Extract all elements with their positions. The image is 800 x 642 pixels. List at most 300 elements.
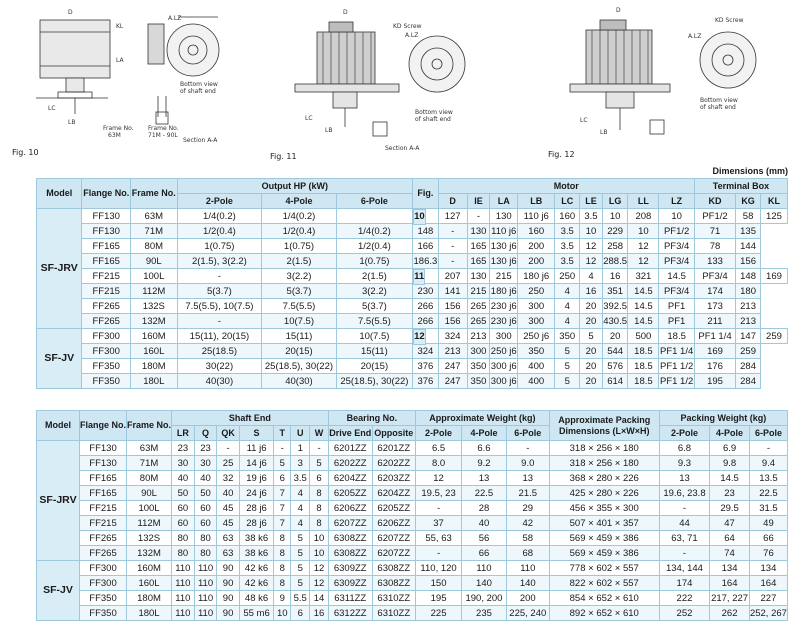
- motor-dim: 200: [518, 254, 555, 269]
- shaft-dim: 28 j6: [239, 501, 274, 516]
- output-2pole: 30(22): [177, 359, 262, 374]
- frame-no: 80M: [131, 239, 178, 254]
- packing-weight: 9.8: [710, 456, 750, 471]
- approx-weight: 6.5: [415, 441, 461, 456]
- shaft-dim: 5: [291, 576, 310, 591]
- approx-weight: 190, 200: [462, 591, 507, 606]
- motor-dim: 5: [555, 359, 580, 374]
- table-row: [37, 329, 788, 344]
- bearing-no: 6312ZZ: [328, 606, 372, 621]
- shaft-dim: 38 k6: [239, 546, 274, 561]
- t2-col-shaft: S: [239, 426, 274, 441]
- packing-weight: 23: [710, 486, 750, 501]
- approx-weight: 21.5: [506, 486, 549, 501]
- svg-text:LC: LC: [48, 105, 56, 112]
- packing-weight: 217, 227: [711, 592, 749, 604]
- output-4pole: 15(11): [262, 329, 336, 344]
- table-row: [37, 486, 788, 501]
- shaft-dim: 16: [310, 606, 329, 621]
- motor-dim: 213: [438, 344, 467, 359]
- motor-dim: 400: [518, 374, 555, 389]
- fig10-dim-d: D: [68, 9, 73, 16]
- bearing-no: 6207ZZ: [372, 531, 415, 546]
- approx-weight: 13: [506, 471, 549, 486]
- table-row: [37, 546, 788, 561]
- t1-col-le: LE: [580, 194, 603, 209]
- approx-weight: 42: [506, 516, 549, 531]
- motor-dim: 18.5: [628, 359, 659, 374]
- motor-dim: -: [438, 254, 467, 269]
- t2-col-shaft: Q: [194, 426, 217, 441]
- approx-weight: 225, 240: [506, 606, 549, 621]
- shaft-dim: 14 j6: [239, 456, 274, 471]
- shaft-dim: 8: [274, 576, 291, 591]
- bearing-no: 6204ZZ: [328, 471, 372, 486]
- packing-dimensions: 822 × 602 × 557: [549, 576, 659, 591]
- svg-text:LB: LB: [68, 119, 76, 126]
- bearing-no: 6205ZZ: [372, 501, 415, 516]
- motor-dim: 18.5: [628, 374, 659, 389]
- flange-no: FF130: [82, 209, 131, 224]
- frame-no: 100L: [127, 501, 172, 516]
- motor-dim: 130 j6: [490, 240, 517, 252]
- motor-dim: 12: [580, 254, 603, 269]
- frame-no: 90L: [131, 254, 178, 269]
- shaft-dim: 60: [194, 516, 217, 531]
- t1-col-lz: LZ: [659, 194, 694, 209]
- t2-header-model: Model: [37, 411, 80, 441]
- motor-dim: 14.5: [628, 284, 659, 299]
- packing-weight: 227: [749, 591, 787, 606]
- approx-weight: 140: [506, 576, 549, 591]
- frame-no: 132M: [131, 314, 178, 329]
- output-6pole: 10(7.5): [336, 329, 412, 344]
- terminal-dim: 213: [736, 299, 761, 314]
- approx-weight: 8.0: [415, 456, 461, 471]
- packing-weight: -: [659, 501, 710, 516]
- flange-no: FF215: [80, 501, 127, 516]
- svg-text:A.LZ: A.LZ: [405, 32, 419, 39]
- svg-text:of shaft end: of shaft end: [700, 104, 736, 111]
- shaft-dim: 45: [217, 516, 239, 531]
- motor-dim: 20: [602, 329, 628, 344]
- flange-no: FF165: [80, 471, 127, 486]
- motor-dim: 148: [413, 224, 439, 239]
- shaft-dim: 110: [194, 576, 217, 591]
- flange-no: FF265: [82, 314, 131, 329]
- output-4pole: 1/2(0.4): [262, 224, 336, 239]
- motor-dim: 18.5: [628, 344, 659, 359]
- bearing-no: 6207ZZ: [372, 546, 415, 561]
- t1-header-frame: Frame No.: [131, 179, 178, 209]
- table-row: [37, 254, 788, 269]
- packing-weight: 6.8: [659, 441, 710, 456]
- svg-text:of shaft end: of shaft end: [415, 116, 451, 123]
- svg-text:A.LZ: A.LZ: [688, 33, 702, 40]
- approx-weight: 40: [462, 516, 507, 531]
- bearing-no: 6201ZZ: [372, 441, 415, 456]
- output-2pole: -: [177, 269, 262, 284]
- shaft-dim: 8: [274, 546, 291, 561]
- output-4pole: 3(2.2): [262, 269, 336, 284]
- terminal-dim: 211: [694, 314, 735, 329]
- t1-header-motor: Motor: [438, 179, 694, 194]
- shaft-dim: 4: [291, 516, 310, 531]
- motor-dim: 16: [580, 284, 603, 299]
- terminal-dim: PF3/4: [694, 269, 735, 284]
- output-6pole: 3(2.2): [336, 284, 412, 299]
- motor-dim: -: [438, 239, 467, 254]
- output-2pole: 1/2(0.4): [177, 224, 262, 239]
- t1-col-kg: KG: [736, 194, 761, 209]
- model-name: SF-JRV: [37, 209, 82, 329]
- output-4pole: 40(30): [262, 374, 336, 389]
- bearing-no: 6206ZZ: [372, 516, 415, 531]
- shaft-dim: 110: [172, 591, 195, 606]
- t1-header-flange: Flange No.: [82, 179, 131, 209]
- shaft-dim: 110: [194, 561, 217, 576]
- packing-weight: 252: [659, 606, 710, 621]
- bearing-no: 6308ZZ: [328, 546, 372, 561]
- model-name: SF-JV: [37, 329, 82, 389]
- approx-weight: 66: [462, 546, 507, 561]
- t2-header-shaft: Shaft End: [172, 411, 329, 426]
- output-2pole: -: [177, 314, 262, 329]
- shaft-dim: 10: [274, 606, 291, 621]
- packing-dimensions: 892 × 652 × 610: [549, 606, 659, 621]
- flange-no: FF350: [80, 591, 127, 606]
- shaft-dim: 42 k6: [239, 576, 274, 591]
- flange-no: FF300: [80, 561, 127, 576]
- approx-weight: 22.5: [462, 486, 507, 501]
- output-2pole: 1/4(0.2): [177, 209, 262, 224]
- approx-weight: -: [415, 501, 461, 516]
- shaft-dim: 80: [194, 546, 217, 561]
- t2-header-packdim: Approximate Packing Dimensions (L×W×H): [549, 411, 659, 441]
- svg-text:Frame No.: Frame No.: [148, 125, 179, 132]
- table-row: [37, 344, 788, 359]
- svg-text:Bottom view: Bottom view: [700, 97, 738, 104]
- flange-no: FF215: [82, 284, 131, 299]
- packing-dimensions: 854 × 652 × 610: [549, 591, 659, 606]
- terminal-dim: 213: [736, 314, 761, 329]
- t1-col-la: LA: [490, 194, 518, 209]
- motor-dim: 350: [555, 329, 580, 344]
- shaft-dim: 5: [291, 546, 310, 561]
- output-2pole: 40(30): [177, 374, 262, 389]
- t2-header-packwt: Packing Weight (kg): [659, 411, 787, 426]
- motor-dim: 180 j6: [518, 269, 555, 284]
- motor-dim: 350: [518, 344, 555, 359]
- motor-dim: 3.5: [555, 254, 580, 269]
- packing-dimensions: 778 × 602 × 557: [549, 561, 659, 576]
- table-row: [37, 441, 788, 456]
- t1-header-terminal: Terminal Box: [694, 179, 787, 194]
- table-row: [37, 471, 788, 486]
- shaft-dim: 10: [310, 546, 329, 561]
- terminal-dim: 176: [694, 359, 735, 374]
- motor-dim: 156: [438, 299, 467, 314]
- flange-no: FF265: [82, 299, 131, 314]
- shaft-dim: 23: [172, 441, 195, 456]
- shaft-dim: 45: [217, 501, 239, 516]
- motor-dim: 376: [413, 359, 439, 374]
- packing-weight: 6.9: [710, 441, 750, 456]
- flange-no: FF300: [82, 344, 131, 359]
- t2-col-bearing: Drive End: [328, 426, 372, 441]
- motor-dim: 200: [518, 239, 555, 254]
- packing-weight: 64: [710, 531, 750, 546]
- shaft-dim: 4: [291, 501, 310, 516]
- motor-dim: 4: [555, 299, 580, 314]
- flange-no: FF165: [82, 239, 131, 254]
- motor-dim: 258: [602, 239, 628, 254]
- packing-weight: -: [749, 441, 787, 456]
- shaft-dim: 90: [217, 591, 239, 606]
- table-row: [37, 284, 788, 299]
- packing-weight: 76: [749, 546, 787, 561]
- bearing-no: 6202ZZ: [328, 456, 372, 471]
- table-row: [37, 501, 788, 516]
- svg-text:LB: LB: [600, 129, 608, 136]
- terminal-dim: 180: [736, 284, 761, 299]
- shaft-dim: 3.5: [291, 471, 310, 486]
- fig-no: 12: [413, 329, 426, 345]
- bearing-no: 6308ZZ: [328, 531, 372, 546]
- table-row: [37, 516, 788, 531]
- bearing-no: 6204ZZ: [372, 486, 415, 501]
- t2-col-weight-pole: 2-Pole: [415, 426, 461, 441]
- frame-no: 71M: [127, 456, 172, 471]
- frame-no: 132M: [127, 546, 172, 561]
- output-4pole: 20(15): [262, 344, 336, 359]
- table-row: [37, 374, 788, 389]
- approx-weight: 19.5, 23: [415, 486, 461, 501]
- motor-dim: 500: [628, 329, 659, 344]
- packing-dimensions: 507 × 401 × 357: [549, 516, 659, 531]
- shaft-dim: 5: [274, 456, 291, 471]
- motor-dim: 288.5: [603, 255, 628, 267]
- packing-weight: 31.5: [749, 501, 787, 516]
- motor-dim: 266: [413, 314, 439, 329]
- approx-weight: 37: [415, 516, 461, 531]
- shaft-dim: 50: [194, 486, 217, 501]
- terminal-dim: 144: [736, 239, 761, 254]
- flange-no: FF350: [80, 606, 127, 621]
- output-6pole: 1(0.75): [336, 254, 412, 269]
- fig-10-drawing: [8, 2, 248, 152]
- frame-no: 63M: [127, 441, 172, 456]
- flange-no: FF300: [80, 576, 127, 591]
- shaft-dim: 9: [274, 591, 291, 606]
- motor-dim: 5: [555, 374, 580, 389]
- shaft-dim: 24 j6: [239, 486, 274, 501]
- output-4pole: 2(1.5): [262, 254, 336, 269]
- terminal-dim: PF1 1/2: [659, 375, 694, 387]
- motor-dim: 321: [628, 269, 659, 284]
- shaft-dim: 40: [217, 486, 239, 501]
- flange-no: FF350: [82, 374, 131, 389]
- frame-no: 80M: [127, 471, 172, 486]
- t2-col-weight-pole: 6-Pole: [506, 426, 549, 441]
- t1-header-2pole: 2-Pole: [177, 194, 262, 209]
- packing-weight: 74: [710, 546, 750, 561]
- shaft-dim: 25: [217, 456, 239, 471]
- output-4pole: 1/4(0.2): [262, 209, 336, 224]
- svg-text:LA: LA: [116, 57, 124, 64]
- motor-dim: 208: [628, 209, 659, 224]
- motor-dim: 351: [602, 284, 628, 299]
- terminal-dim: 169: [760, 269, 787, 284]
- motor-dim: 350: [467, 359, 490, 374]
- t2-col-bearing: Opposite: [372, 426, 415, 441]
- shaft-dim: 28 j6: [239, 516, 274, 531]
- output-2pole: 7.5(5.5), 10(7.5): [177, 299, 262, 314]
- table-row: [37, 314, 788, 329]
- packing-weight: 66: [749, 531, 787, 546]
- terminal-dim: 174: [694, 284, 735, 299]
- table-row: [37, 576, 788, 591]
- shaft-dim: 6: [310, 471, 329, 486]
- motor-dim: 430.5: [603, 315, 628, 327]
- motor-dim: 247: [438, 374, 467, 389]
- bearing-no: 6308ZZ: [372, 576, 415, 591]
- shaft-dim: 40: [194, 471, 217, 486]
- t1-col-lb: LB: [518, 194, 555, 209]
- output-6pole: 15(11): [336, 344, 412, 359]
- approx-weight: 13: [462, 471, 507, 486]
- shaft-dim: 80: [172, 546, 195, 561]
- model-name: SF-JV: [37, 561, 80, 621]
- flange-no: FF130: [82, 224, 131, 239]
- shaft-dim: 12: [310, 561, 329, 576]
- motor-dim: 156: [438, 314, 467, 329]
- fig-11-label: Fig. 11: [270, 152, 297, 161]
- motor-dim: 250: [518, 284, 555, 299]
- dimensions-unit-title: Dimensions (mm): [712, 166, 788, 176]
- motor-dim: 10: [659, 209, 694, 224]
- output-6pole: 20(15): [336, 359, 412, 374]
- output-6pole: 5(3.7): [336, 299, 412, 314]
- bearing-no: 6308ZZ: [372, 561, 415, 576]
- motor-dim: 14.5: [628, 314, 659, 329]
- packing-weight: 19.6, 23.8: [659, 486, 710, 501]
- frame-no: 160M: [127, 561, 172, 576]
- terminal-dim: 125: [760, 209, 787, 224]
- bearing-no: 6310ZZ: [372, 591, 415, 606]
- flange-no: FF165: [80, 486, 127, 501]
- t2-header-bearing: Bearing No.: [328, 411, 415, 426]
- motor-dim: 10: [628, 224, 659, 239]
- shaft-dim: 5: [310, 456, 329, 471]
- table-row: [37, 359, 788, 374]
- motor-dim: 141: [438, 284, 467, 299]
- approx-weight: 55, 63: [415, 531, 461, 546]
- packing-dimensions: 569 × 459 × 386: [549, 531, 659, 546]
- shaft-bearing-packing-table: [36, 410, 788, 621]
- packing-weight: 47: [710, 516, 750, 531]
- terminal-dim: PF1 1/4: [694, 329, 735, 344]
- terminal-dim: PF1 1/4: [659, 345, 694, 357]
- motor-dim: 160: [555, 209, 580, 224]
- frame-no: 63M: [131, 209, 178, 224]
- motor-dim: 230: [413, 284, 439, 299]
- terminal-dim: 156: [736, 254, 761, 269]
- t1-header-4pole: 4-Pole: [262, 194, 336, 209]
- motor-dim: 230 j6: [490, 300, 517, 312]
- motor-dim: 400: [518, 359, 555, 374]
- terminal-dim: 135: [736, 224, 761, 239]
- frame-no: 180M: [131, 359, 178, 374]
- fig-12-drawing: [540, 2, 790, 152]
- packing-weight: 164: [749, 576, 787, 591]
- table-row: [37, 591, 788, 606]
- approx-weight: 9.2: [462, 456, 507, 471]
- motor-dim: 5: [555, 344, 580, 359]
- motor-dim: 10: [580, 224, 603, 239]
- table-row: [37, 269, 788, 284]
- motor-dim: 300: [467, 344, 490, 359]
- terminal-dim: 173: [694, 299, 735, 314]
- motor-dim: 20: [580, 299, 603, 314]
- flange-no: FF300: [82, 329, 131, 344]
- flange-no: FF265: [80, 531, 127, 546]
- frame-no: 112M: [127, 516, 172, 531]
- output-6pole: 1/4(0.2): [336, 224, 412, 239]
- shaft-dim: 90: [217, 606, 239, 621]
- t2-header-weight: Approximate Weight (kg): [415, 411, 549, 426]
- motor-dim: 165: [467, 254, 490, 269]
- packing-weight: 63, 71: [659, 531, 710, 546]
- output-2pole: 25(18.5): [177, 344, 262, 359]
- shaft-dim: -: [274, 441, 291, 456]
- t1-header-fig: Fig.: [413, 179, 439, 209]
- shaft-dim: 8: [274, 561, 291, 576]
- packing-weight: -: [659, 546, 710, 561]
- bearing-no: 6206ZZ: [328, 501, 372, 516]
- output-4pole: 25(18.5), 30(22): [262, 359, 336, 374]
- motor-dim: 3.5: [580, 209, 603, 224]
- output-6pole: [336, 209, 412, 224]
- packing-weight: 134: [749, 561, 787, 576]
- motor-dim: 160: [518, 224, 555, 239]
- t2-col-weight-pole: 4-Pole: [462, 426, 507, 441]
- fig-11-drawing: [265, 2, 495, 152]
- motor-dim: 14.5: [659, 269, 694, 284]
- approx-weight: 56: [462, 531, 507, 546]
- svg-text:LB: LB: [325, 127, 333, 134]
- approx-weight: 58: [506, 531, 549, 546]
- motor-dim: 130: [467, 269, 490, 284]
- shaft-dim: 80: [194, 531, 217, 546]
- t1-col-kd: KD: [694, 194, 735, 209]
- shaft-dim: 63: [217, 531, 239, 546]
- t2-col-shaft: LR: [172, 426, 195, 441]
- motor-dim: 18.5: [659, 329, 694, 344]
- t1-header-6pole: 6-Pole: [336, 194, 412, 209]
- table-row: [37, 561, 788, 576]
- t1-col-lc: LC: [555, 194, 580, 209]
- t1-col-ll: LL: [628, 194, 659, 209]
- shaft-dim: 110: [172, 561, 195, 576]
- bearing-no: 6309ZZ: [328, 561, 372, 576]
- model-name: SF-JRV: [37, 441, 80, 561]
- motor-dim: 250: [555, 269, 580, 284]
- packing-weight: 134: [710, 561, 750, 576]
- packing-dimensions: 368 × 280 × 226: [549, 471, 659, 486]
- motor-dim: 10: [602, 209, 628, 224]
- motor-dim: 265: [467, 314, 490, 329]
